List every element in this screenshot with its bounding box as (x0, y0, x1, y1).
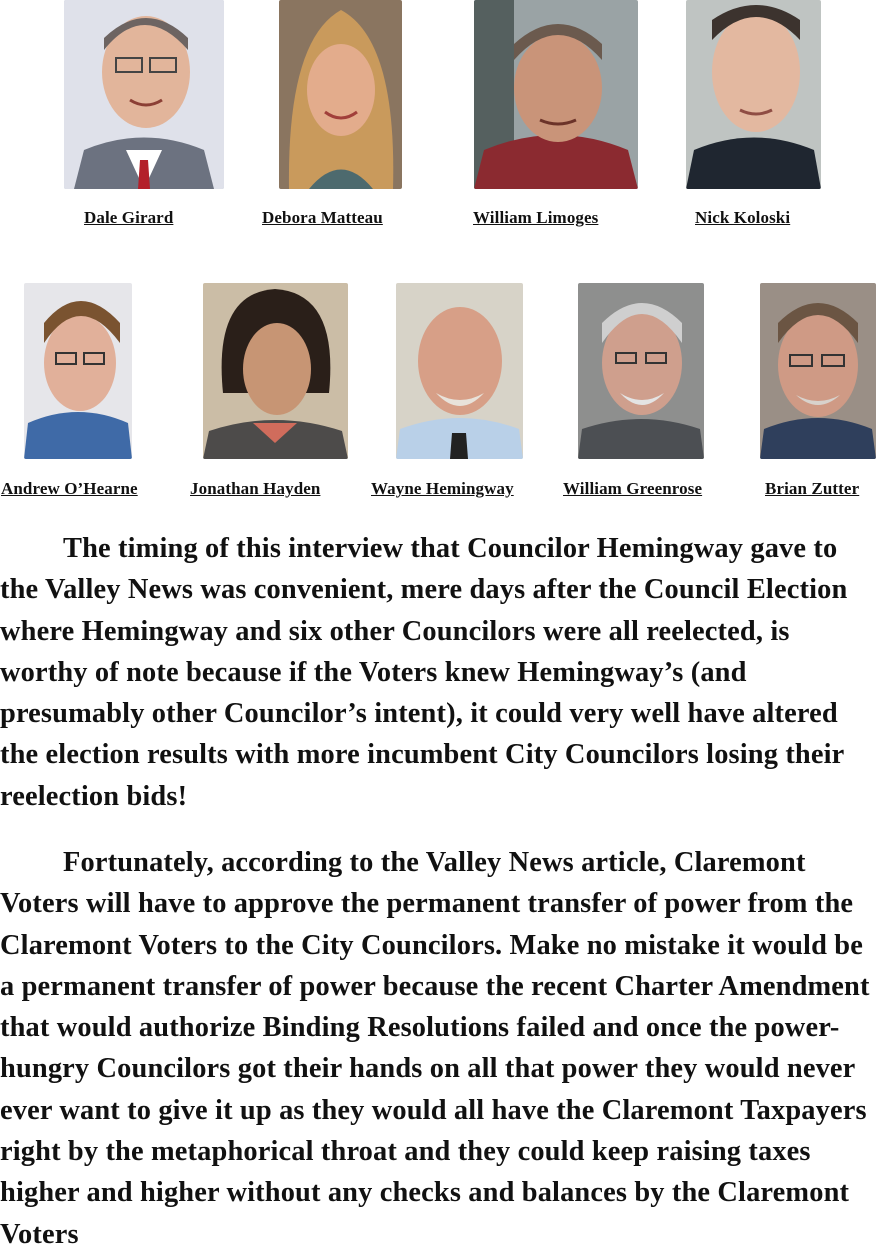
portrait-debora-matteau (279, 0, 402, 189)
name-william-greenrose[interactable]: William Greenrose (563, 479, 703, 498)
name-jonathan-hayden[interactable]: Jonathan Hayden (190, 479, 321, 498)
name-andrew-ohearne[interactable]: Andrew O’Hearne (1, 479, 138, 498)
name-william-limoges[interactable]: William Limoges (473, 208, 599, 227)
portrait-nick-koloski (686, 0, 821, 189)
name-wayne-hemingway[interactable]: Wayne Hemingway (371, 479, 514, 498)
portrait-wayne-hemingway (396, 283, 523, 459)
name-brian-zutter[interactable]: Brian Zutter (765, 479, 860, 498)
portrait-dale-girard (64, 0, 224, 189)
name-dale-girard[interactable]: Dale Girard (84, 208, 174, 227)
name-debora-matteau[interactable]: Debora Matteau (262, 208, 383, 227)
portrait-william-limoges (474, 0, 638, 189)
article-paragraph-1: The timing of this interview that Councilor Hemingway gave to the Valley News was convenient, mere days after the Council Election where Hemingway and six other Councilors were all reelected, is worthy of note because if the Voters knew Hemingway’s (and presumably other Councilor’s intent), it could very well have altered the election results with more incumbent City Councilors losing their reelection bids! (0, 533, 848, 812)
portrait-brian-zutter (760, 283, 876, 459)
article-paragraph-2: Fortunately, according to the Valley News article, Claremont Voters will have to approve the permanent transfer of power from the Claremont Voters to the City Councilors. Make no mistake it would be a permanent transfer of power because the recent Charter Amendment that would authorize Binding Resolutions failed and once the power-hungry Councilors got their hands on all that power they would never ever want to give it up as they would all have the Claremont Taxpayers right by the metaphorical throat and they could keep raising taxes higher and higher without any checks and balances by the Claremont Voters (0, 847, 870, 1250)
portrait-jonathan-hayden (203, 283, 348, 459)
portrait-william-greenrose (578, 283, 704, 459)
portrait-andrew-ohearne (24, 283, 132, 459)
name-nick-koloski[interactable]: Nick Koloski (695, 208, 791, 227)
